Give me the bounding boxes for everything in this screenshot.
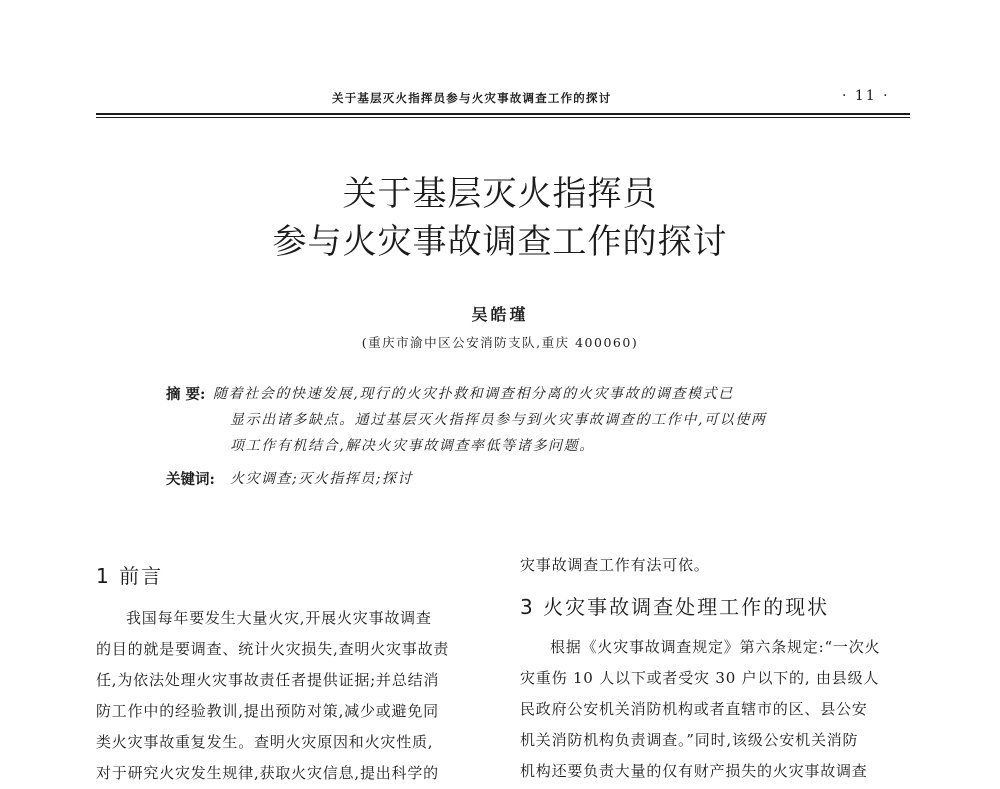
author-affiliation: (重庆市渝中区公安消防支队,重庆 400060) xyxy=(361,335,639,350)
abstract-line: 显示出诸多缺点。通过基层灭火指挥员参与到火灾事故调查的工作中,可以使两 xyxy=(230,412,767,428)
section-heading-status: 3 火灾事故调查处理工作的现状 xyxy=(520,595,830,619)
paragraph-line: 机构还要负责大量的仅有财产损失的火灾事故调查 xyxy=(520,762,868,780)
left-column xyxy=(96,560,496,789)
paragraph-line: 类火灾事故重复发生。查明火灾原因和火灾性质, xyxy=(96,733,434,751)
paragraph-line: 对于研究火灾发生规律,获取火灾信息,提出科学的 xyxy=(96,764,439,782)
running-header-title: 关于基层灭火指挥员参与火灾事故调查工作的探讨 xyxy=(332,91,612,105)
running-header xyxy=(0,88,1000,112)
paragraph-line: 机关消防机构负责调查。”同时,该级公安机关消防 xyxy=(520,731,859,749)
abstract-label: 摘 要: xyxy=(166,386,206,403)
paragraph-line: 任,为依法处理火灾事故责任者提供证据;并总结消 xyxy=(96,671,440,689)
paragraph-line: 根据《火灾事故调查规定》第六条规定:“一次火 xyxy=(550,638,881,656)
paragraph-line: 灾重伤 10 人以下或者受灾 30 户以下的, 由县级人 xyxy=(520,669,880,687)
paragraph-line: 灾事故调查工作有法可依。 xyxy=(520,556,710,574)
paragraph-line: 防工作中的经验教训,提出预防对策,减少或避免同 xyxy=(96,702,439,720)
article-title-line-1: 关于基层灭火指挥员 xyxy=(342,174,658,214)
section-heading-introduction: 1 前言 xyxy=(96,564,164,588)
paragraph-line: 我国每年要发生大量火灾,开展火灾事故调查 xyxy=(126,609,432,627)
right-column xyxy=(520,550,920,787)
paragraph-line: 的目的就是要调查、统计火灾损失,查明火灾事故责 xyxy=(96,640,450,658)
header-rule-thick xyxy=(96,113,910,115)
abstract-line: 项工作有机结合,解决火灾事故调查率低等诸多问题。 xyxy=(230,438,595,454)
article-title-line-2: 参与火灾事故调查工作的探讨 xyxy=(272,222,728,262)
author-name: 吴皓瑾 xyxy=(471,305,529,324)
paragraph-line: 民政府公安机关消防机构或者直辖市的区、县公安 xyxy=(520,700,868,718)
keywords-text: 火灾调查;灭火指挥员;探讨 xyxy=(230,471,413,487)
header-rule-thin xyxy=(96,117,910,118)
keywords-label: 关键词: xyxy=(166,471,215,488)
page-number: · 11 · xyxy=(842,88,890,104)
abstract-line: 随着社会的快速发展,现行的火灾扑救和调查相分离的火灾事故的调查模式已 xyxy=(213,386,734,402)
